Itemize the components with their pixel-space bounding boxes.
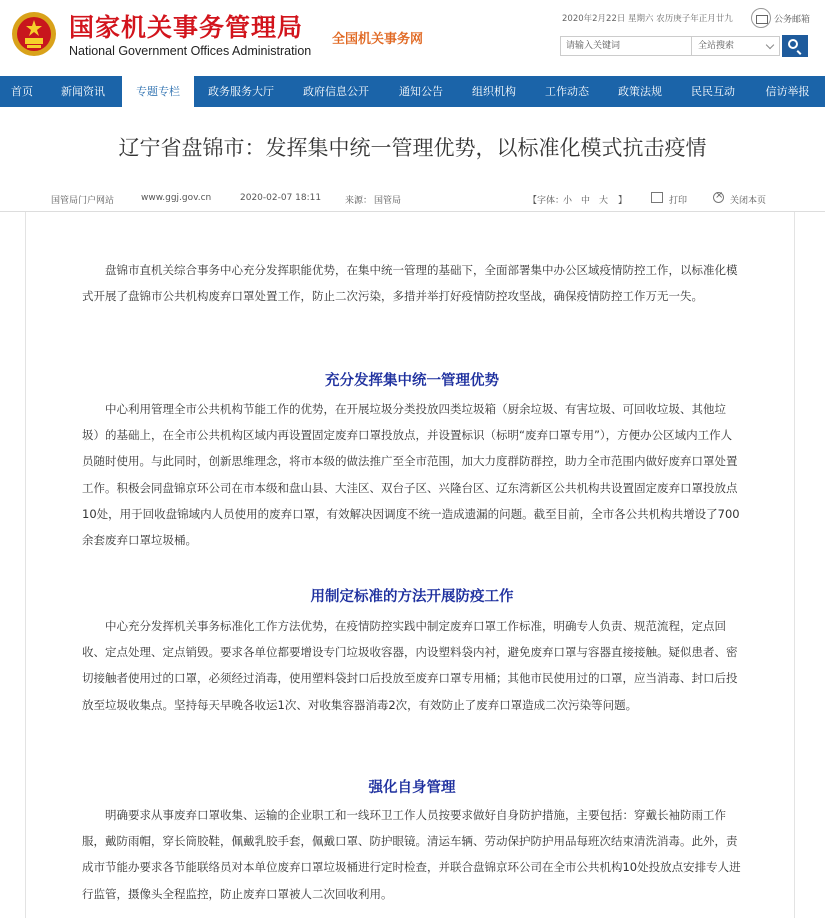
close-icon[interactable] bbox=[713, 192, 724, 203]
nav-item-notices[interactable]: 通知公告 bbox=[399, 85, 443, 98]
nav-item-policies[interactable]: 政策法规 bbox=[618, 85, 662, 98]
main-nav bbox=[0, 76, 825, 107]
article-meta-bar bbox=[0, 182, 825, 212]
date-line: 2020年2月22日 星期六 农历庚子年正月廿九 bbox=[562, 14, 733, 24]
article-intro-paragraph: 盘锦市直机关综合事务中心充分发挥职能优势，在集中统一管理的基础下，全面部署集中办公区域疫情防控工作，以标准化模式开展了盘锦市公共机构废弃口罩处置工作，防止二次污染，多措并举打好疫情防控攻坚战，确保疫情防控工作万无一失。 bbox=[82, 263, 738, 304]
font-size-end: 】 bbox=[618, 196, 628, 206]
nav-item-work-news[interactable]: 工作动态 bbox=[545, 85, 589, 98]
chevron-down-icon bbox=[766, 41, 774, 49]
nav-item-news[interactable]: 新闻资讯 bbox=[61, 85, 105, 98]
nav-item-info-disclosure[interactable]: 政府信息公开 bbox=[303, 85, 369, 98]
search-scope-select[interactable] bbox=[692, 36, 780, 56]
nav-item-home[interactable]: 首页 bbox=[11, 85, 33, 98]
article-title: 辽宁省盘锦市：发挥集中统一管理优势，以标准化模式抗击疫情 bbox=[118, 136, 707, 160]
site-title[interactable]: 国家机关事务管理局 bbox=[69, 13, 304, 42]
search-icon bbox=[788, 39, 798, 49]
font-size-label: 【字体： bbox=[528, 196, 565, 206]
meta-site-url: www.ggj.gov.cn bbox=[141, 193, 212, 203]
site-subtitle-en: National Government Offices Administration bbox=[69, 44, 312, 58]
site-header bbox=[0, 0, 825, 75]
meta-datetime: 2020-02-07 18:11 bbox=[240, 193, 322, 203]
font-size-large[interactable]: 大 bbox=[599, 196, 609, 206]
section-heading-2: 用制定标准的方法开展防疫工作 bbox=[310, 589, 514, 605]
nav-item-petition[interactable]: 信访举报 bbox=[765, 85, 810, 98]
print-icon[interactable] bbox=[651, 192, 663, 203]
mail-icon[interactable] bbox=[751, 8, 771, 28]
nav-item-interaction[interactable]: 民民互动 bbox=[691, 85, 735, 98]
search-scope-label: 全站搜索 bbox=[698, 41, 735, 51]
meta-site-name: 国管局门户网站 bbox=[51, 196, 115, 206]
section-paragraph-3: 明确要求从事废弃口罩收集、运输的企业职工和一线环卫工作人员按要求做好自身防护措施，主要包括：穿戴长袖防雨工作服，戴防雨帽，穿长筒胶鞋，佩戴乳胶手套，佩戴口罩、防护眼镜。清运车辆、劳动保护防护用品每班次结束清洗消毒。此外，责成市节能办要求各节能联络员对本单位废弃口罩垃圾桶进行定时检查，并联合盘锦京环公司在全市公共机构10处投放点安排专人进行监管，摄像头全程监控，防止废弃口罩被人二次回收利用。 bbox=[82, 808, 741, 901]
meta-source: 国管局 bbox=[374, 196, 402, 206]
section-paragraph-2: 中心充分发挥机关事务标准化工作方法优势，在疫情防控实践中制定废弃口罩工作标准，明确专人负责、规范流程，定点回收、定点处理、定点销毁。要求各单位都要增设专门垃圾收容器，内设塑料袋内衬，避免废弃口罩与容器直接接触。疑似患者、密切接触者使用过的口罩，必须经过消毒，使用塑料袋封口后投放至废弃口罩专用桶；其他市民使用过的口罩，应当消毒、封口后投放至垃圾收集点。坚持每天早晚各收运1次、对收集容器消毒2次，有效防止了废弃口罩造成二次污染等问题。 bbox=[82, 619, 738, 712]
print-link[interactable]: 打印 bbox=[669, 196, 688, 206]
font-size-medium[interactable]: 中 bbox=[581, 196, 591, 206]
mail-link[interactable]: 公务邮箱 bbox=[774, 15, 811, 25]
search-button[interactable] bbox=[782, 35, 808, 57]
close-page-link[interactable]: 关闭本页 bbox=[730, 196, 767, 206]
national-emblem-icon[interactable] bbox=[10, 8, 58, 60]
site-slogan: 全国机关事务网 bbox=[332, 32, 424, 47]
section-heading-1: 充分发挥集中统一管理优势 bbox=[325, 373, 499, 389]
font-size-small[interactable]: 小 bbox=[563, 196, 573, 206]
section-paragraph-1: 中心利用管理全市公共机构节能工作的优势，在开展垃圾分类投放四类垃圾箱（厨余垃圾、有害垃圾、可回收垃圾、其他垃圾）的基础上，在全市公共机构区域内再设置固定废弃口罩投放点，并设置标识（标明“废弃口罩专用”），方便办公区域内工作人员随时使用。与此同时，创新思维理念，将市本级的做法推广至全市范围，加大力度群防群控，助力全市范围内做好废弃口罩处置工作。积极会同盘锦京环公司在市本级和盘山县、大洼区、双台子区、兴隆台区、辽东湾新区公共机构共设置固定废弃口罩投放点10处，用于回收盘锦域内人员使用的废弃口罩，有效解决因调度不统一造成遗漏的问题。截至目前，全市各公共机构共增设了700余套废弃口罩垃圾桶。 bbox=[82, 402, 740, 548]
meta-source-label: 来源： bbox=[345, 196, 373, 206]
nav-item-service-hall[interactable]: 政务服务大厅 bbox=[208, 85, 274, 98]
nav-item-organization[interactable]: 组织机构 bbox=[472, 85, 516, 98]
search-input[interactable]: 请输入关键词 bbox=[560, 36, 692, 56]
section-heading-3: 强化自身管理 bbox=[368, 780, 456, 796]
nav-item-topics[interactable]: 专题专栏 bbox=[122, 76, 194, 107]
